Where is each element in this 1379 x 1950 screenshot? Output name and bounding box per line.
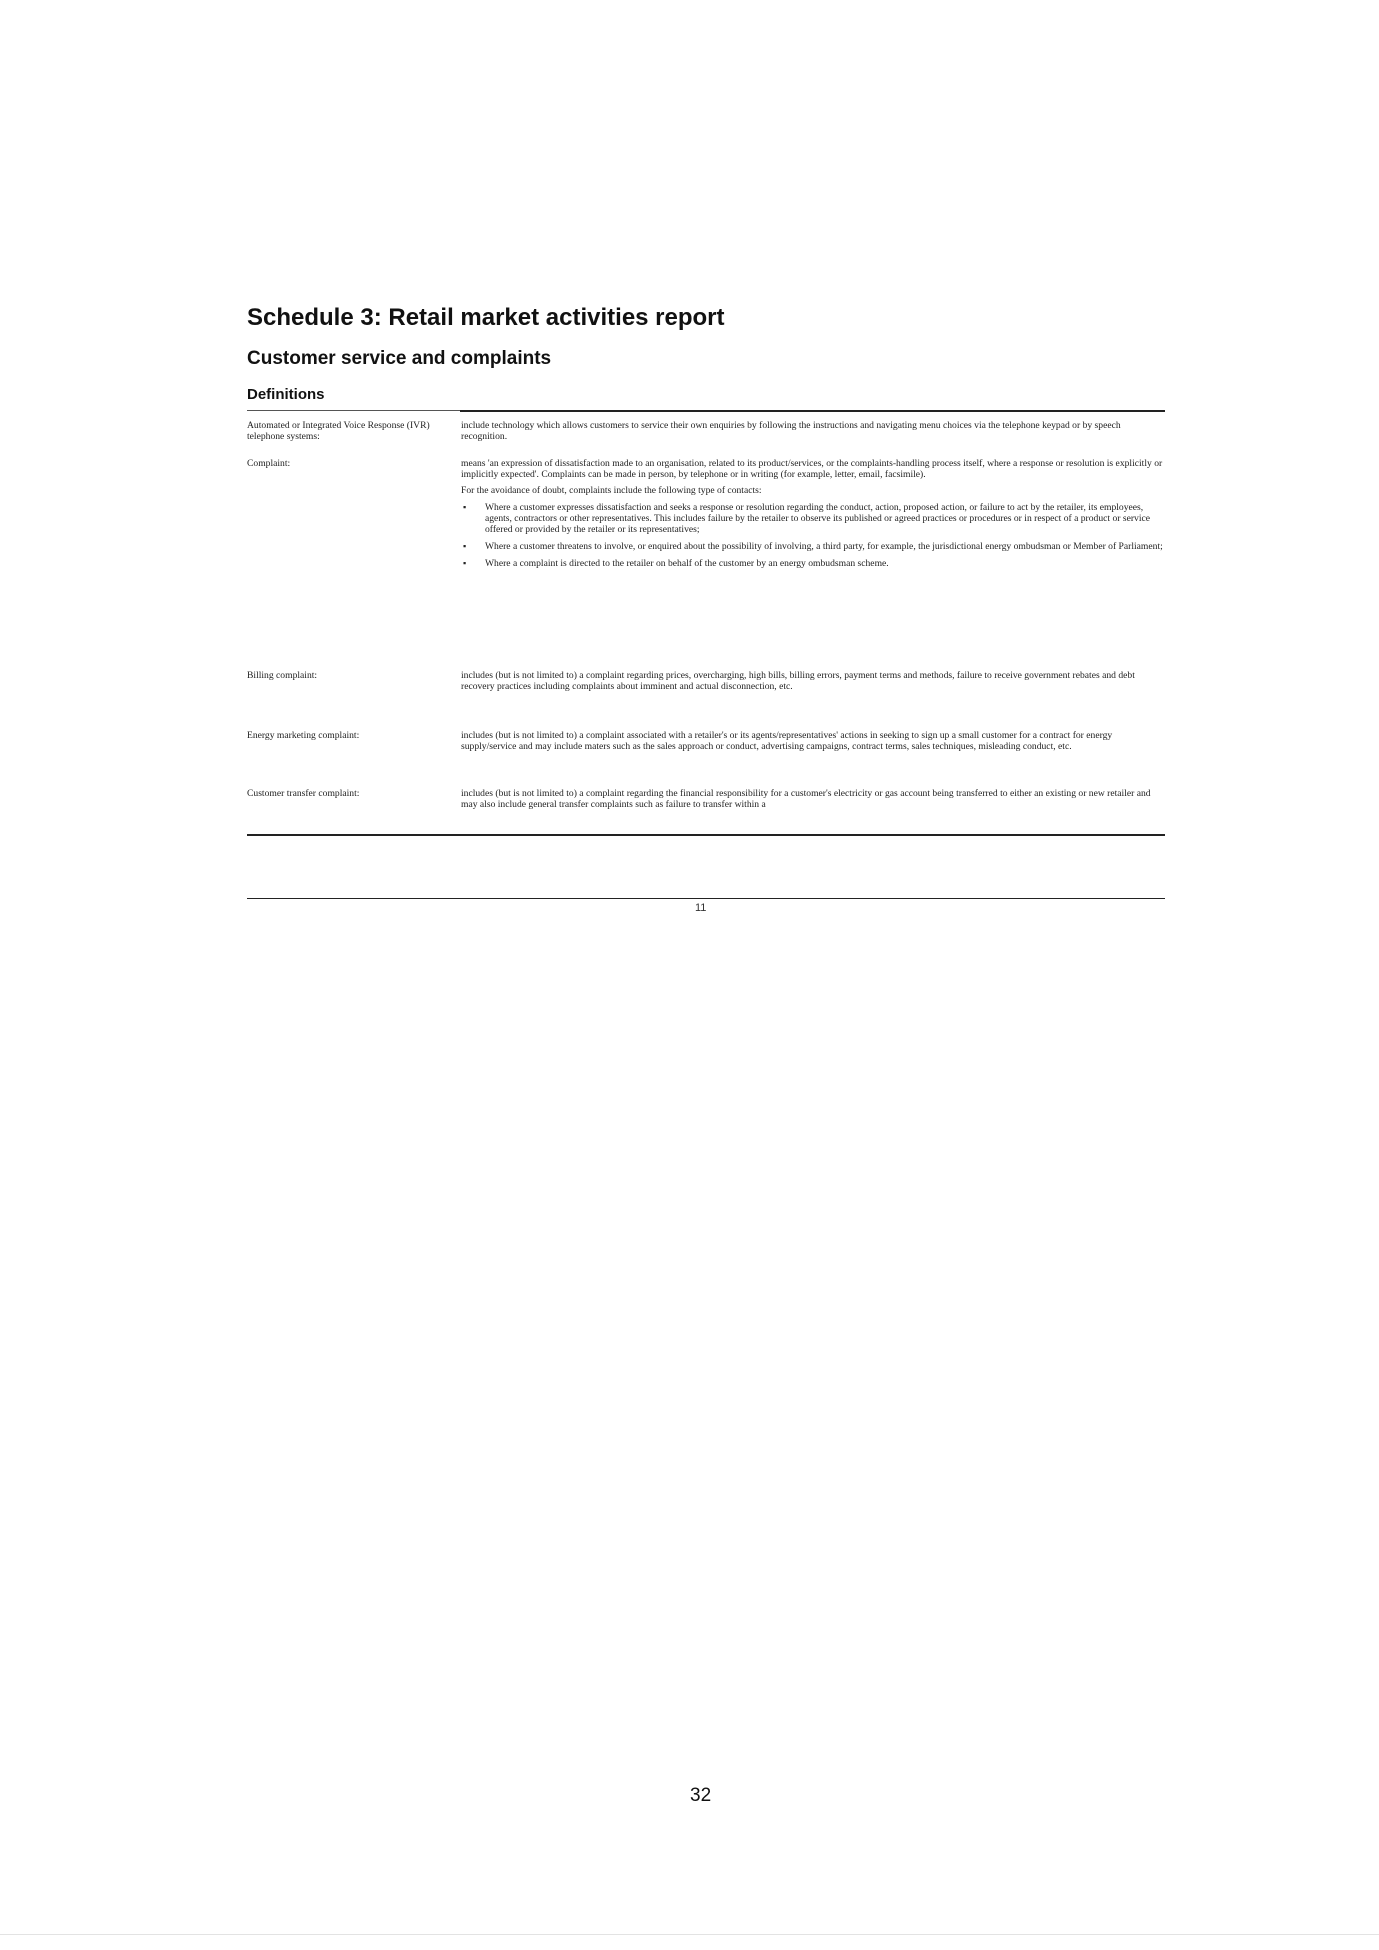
table-top-rule <box>460 410 1165 412</box>
table-top-rule-left <box>247 410 460 411</box>
definition-paragraph: includes (but is not limited to) a complaint associated with a retailer's or its agents/representatives' actions in seeking to sign up a small customer for a contract for energy supply/service and may include maters such as the sales approach or conduct, advertising campaigns, contract terms, sales techniques, misleading conduct, etc. <box>461 730 1113 753</box>
definition-text <box>461 458 1165 670</box>
definition-text <box>461 670 1165 730</box>
page-number: 32 <box>690 1785 712 1806</box>
definition-text <box>461 730 1165 788</box>
definition-bullet: ▪ Where a customer threatens to involve, or enquired about the possibility of involving, a third party, for example, the jurisdictional energy ombudsman or Member of Parliament; <box>461 541 1165 552</box>
definition-row <box>247 420 1165 458</box>
definition-text <box>461 788 1165 810</box>
definition-bullet-list <box>461 502 1165 570</box>
definition-row <box>247 670 1165 730</box>
definition-row <box>247 788 1165 810</box>
definition-text <box>461 420 1165 458</box>
scan-edge-line <box>0 1934 1379 1935</box>
definition-bullet: ▪ Where a customer expresses dissatisfaction and seeks a response or resolution regarding the conduct, action, proposed action, or failure to act by the retailer, its employees, agents, contractors or other representatives. This includes failure by the retailer to observe its published or agreed practices or procedures or in respect of a product or service offered or provided by the retailer or its representatives; <box>461 502 1165 536</box>
definition-paragraph: means 'an expression of dissatisfaction made to an organisation, related to its product/services, or the complaints-handling process itself, where a response or resolution is explicitly or implicitly expected'. Complaints can be made in person, by telephone or in writing (for example, letter, email, facsimile). <box>461 458 1163 481</box>
section-subheading: Customer service and complaints <box>247 348 552 369</box>
definition-term: Complaint: <box>247 458 291 469</box>
definition-row <box>247 730 1165 788</box>
definition-term: Customer transfer complaint: <box>247 788 360 799</box>
definitions-table <box>247 420 1165 810</box>
table-bottom-rule <box>247 834 1165 836</box>
definition-paragraph: includes (but is not limited to) a complaint regarding the financial responsibility for a customer's electricity or gas account being transferred to either an existing or new retailer and may also include general transfer complaints such as failure to transfer within a <box>461 788 1151 811</box>
definition-term: Energy marketing complaint: <box>247 730 360 741</box>
schedule-heading: Schedule 3: Retail market activities report <box>247 304 725 331</box>
definition-paragraph: include technology which allows customers to service their own enquiries by following the instructions and navigating menu choices via the telephone keypad or by speech recognition. <box>461 420 1121 443</box>
definition-paragraph: For the avoidance of doubt, complaints include the following type of contacts: <box>461 485 762 497</box>
footer-rule <box>247 898 1165 899</box>
definition-bullet: ▪ Where a complaint is directed to the retailer on behalf of the customer by an energy ombudsman scheme. <box>461 558 1165 569</box>
inner-page-number: 11 <box>695 902 707 914</box>
definitions-heading: Definitions <box>247 386 325 403</box>
definition-paragraph: includes (but is not limited to) a complaint regarding prices, overcharging, high bills, billing errors, payment terms and methods, failure to receive government rebates and debt recovery practices including complaints about imminent and actual disconnection, etc. <box>461 670 1135 693</box>
definition-row <box>247 458 1165 670</box>
definition-term: Automated or Integrated Voice Response (IVR) telephone systems: <box>247 420 430 443</box>
definition-term: Billing complaint: <box>247 670 318 681</box>
